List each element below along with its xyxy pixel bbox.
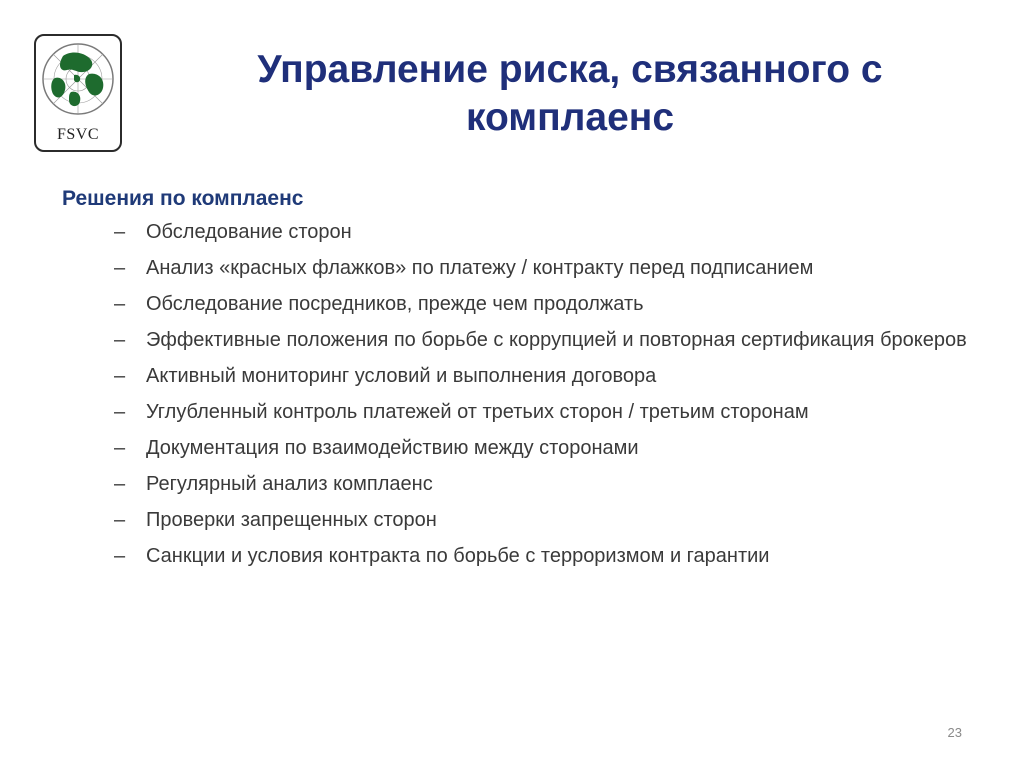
bullet-list <box>62 219 992 570</box>
list-item <box>62 471 992 498</box>
list-item <box>62 219 992 246</box>
list-item-text: Санкции и условия контракта по борьбе с терроризмом и гарантии <box>146 545 770 567</box>
list-item <box>62 255 992 282</box>
list-item <box>62 327 992 354</box>
title-line-2: комплаенс <box>465 96 675 139</box>
list-item <box>62 291 992 318</box>
dash-bullet: – <box>114 221 126 243</box>
title-line-1: Управление риска, связанного с <box>257 48 883 91</box>
list-item <box>62 435 992 462</box>
list-item-text: Обследование сторон <box>146 221 352 243</box>
dash-bullet: – <box>114 293 126 315</box>
list-item-text: Углубленный контроль платежей от третьих сторон / третьим сторонам <box>146 401 809 423</box>
dash-bullet: – <box>114 473 126 495</box>
list-item-text: Обследование посредников, прежде чем продолжать <box>146 293 644 315</box>
fsvc-logo <box>34 34 122 152</box>
list-item <box>62 363 992 390</box>
dash-bullet: – <box>114 401 126 423</box>
list-item-text: Эффективные положения по борьбе с коррупцией и повторная сертификация брокеров <box>146 329 967 351</box>
section-heading: Решения по комплаенс <box>62 187 304 210</box>
dash-bullet: – <box>114 365 126 387</box>
list-item <box>62 507 992 534</box>
globe-icon <box>41 42 115 116</box>
logo-text: FSVC <box>56 126 100 143</box>
list-item-text: Анализ «красных флажков» по платежу / контракту перед подписанием <box>146 257 814 279</box>
list-item <box>62 399 992 426</box>
slide-content <box>62 186 992 579</box>
list-item-text: Регулярный анализ комплаенс <box>146 473 433 495</box>
page-number: 23 <box>947 725 962 740</box>
dash-bullet: – <box>114 545 126 567</box>
list-item-text: Проверки запрещенных сторон <box>146 509 437 531</box>
list-item-text: Активный мониторинг условий и выполнения договора <box>146 365 657 387</box>
list-item-text: Документация по взаимодействию между сторонами <box>146 437 639 459</box>
dash-bullet: – <box>114 509 126 531</box>
list-item <box>62 543 992 570</box>
slide-title <box>120 46 1020 142</box>
dash-bullet: – <box>114 257 126 279</box>
dash-bullet: – <box>114 329 126 351</box>
dash-bullet: – <box>114 437 126 459</box>
